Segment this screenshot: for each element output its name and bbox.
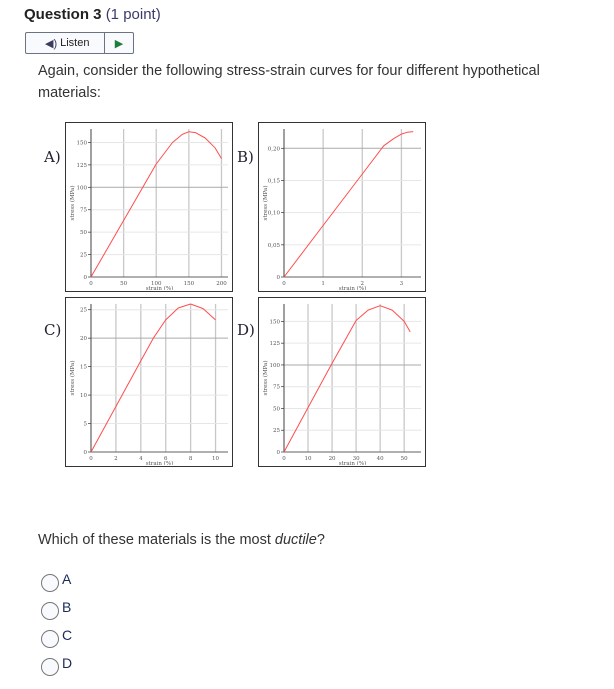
option-d[interactable] (41, 655, 72, 676)
y-axis-label: stress (MPa) (70, 360, 76, 396)
question-prompt: Again, consider the following stress-strain curves for four different hypothetical materials: (38, 63, 540, 101)
x-tick-label: 0 (282, 281, 286, 287)
radio-d[interactable] (41, 658, 59, 676)
x-tick-label: 6 (163, 456, 168, 462)
y-tick-label: 10 (80, 393, 87, 400)
y-axis-label: stress (MPa) (263, 360, 269, 396)
x-tick-label: 1 (321, 281, 325, 287)
option-a[interactable] (41, 571, 71, 592)
stress-strain-curve (91, 304, 216, 452)
question-title: Question 3 (1 point) (24, 6, 161, 23)
option-label: D (62, 655, 73, 671)
y-tick-label: 15 (80, 364, 87, 371)
panel-label-c: C) (44, 321, 62, 339)
y-tick-label: 0,05 (267, 242, 280, 249)
listen-button[interactable] (26, 33, 105, 53)
x-tick-label: 10 (304, 456, 312, 462)
listen-label: Listen (60, 37, 90, 49)
y-tick-label: 20 (80, 336, 87, 343)
y-axis-label: stress (MPa) (70, 185, 76, 221)
x-tick-label: 150 (183, 281, 195, 287)
play-icon: ▶ (114, 37, 124, 50)
x-tick-label: 50 (400, 456, 408, 462)
x-axis-label: strain (%) (338, 286, 367, 290)
y-tick-label: 0 (276, 275, 280, 281)
radio-b[interactable] (41, 602, 59, 620)
panel-label-a: A) (44, 148, 61, 166)
x-axis-label: strain (%) (145, 286, 174, 290)
radio-a[interactable] (41, 574, 59, 592)
chart-d (258, 297, 426, 467)
panel-label-d: D) (237, 321, 255, 339)
option-label: A (62, 571, 72, 587)
option-b[interactable] (41, 599, 71, 620)
y-tick-label: 25 (80, 307, 87, 314)
x-tick-label: 30 (352, 456, 360, 462)
listen-widget (25, 32, 134, 54)
y-tick-label: 50 (273, 406, 280, 413)
y-tick-label: 25 (273, 428, 280, 435)
chart-a (65, 122, 233, 292)
y-tick-label: 5 (83, 421, 87, 428)
chart-b (258, 122, 426, 292)
y-tick-label: 150 (269, 319, 280, 326)
question-ask: Which of these materials is the most ductile? (38, 532, 325, 548)
x-tick-label: 40 (376, 456, 384, 462)
x-tick-label: 8 (188, 456, 193, 462)
y-tick-label: 100 (76, 185, 87, 192)
stress-strain-curve (284, 132, 413, 277)
x-tick-label: 10 (212, 456, 220, 462)
x-tick-label: 4 (139, 456, 143, 462)
y-tick-label: 100 (269, 362, 280, 369)
y-tick-label: 50 (80, 230, 87, 237)
x-tick-label: 100 (150, 281, 162, 287)
y-tick-label: 75 (273, 384, 280, 391)
radio-c[interactable] (41, 630, 59, 648)
y-tick-label: 125 (269, 341, 280, 348)
x-axis-label: strain (%) (145, 461, 174, 465)
x-tick-label: 3 (399, 281, 404, 287)
y-tick-label: 150 (76, 140, 87, 147)
y-tick-label: 125 (76, 162, 87, 169)
play-button[interactable] (105, 33, 133, 53)
y-tick-label: 0 (83, 450, 87, 456)
y-tick-label: 0,10 (267, 210, 280, 217)
question-points: (1 point) (105, 6, 161, 23)
chart-c (65, 297, 233, 467)
x-tick-label: 2 (360, 281, 365, 287)
y-tick-label: 0 (83, 275, 87, 281)
y-tick-label: 75 (80, 207, 87, 214)
x-tick-label: 2 (114, 456, 118, 462)
speaker-icon: ◀) (45, 37, 58, 50)
panel-label-b: B) (237, 148, 254, 166)
option-label: B (62, 599, 72, 615)
x-tick-label: 0 (89, 281, 93, 287)
x-tick-label: 200 (216, 281, 227, 287)
y-axis-label: stress (MPa) (263, 185, 269, 221)
y-tick-label: 25 (80, 252, 87, 259)
option-label: C (62, 627, 73, 643)
y-tick-label: 0 (276, 450, 280, 456)
x-axis-label: strain (%) (338, 461, 367, 465)
x-tick-label: 0 (89, 456, 93, 462)
x-tick-label: 20 (328, 456, 336, 462)
option-c[interactable] (41, 627, 72, 648)
x-tick-label: 50 (120, 281, 128, 287)
y-tick-label: 0,20 (267, 146, 280, 153)
y-tick-label: 0,15 (267, 178, 280, 185)
x-tick-label: 0 (282, 456, 286, 462)
